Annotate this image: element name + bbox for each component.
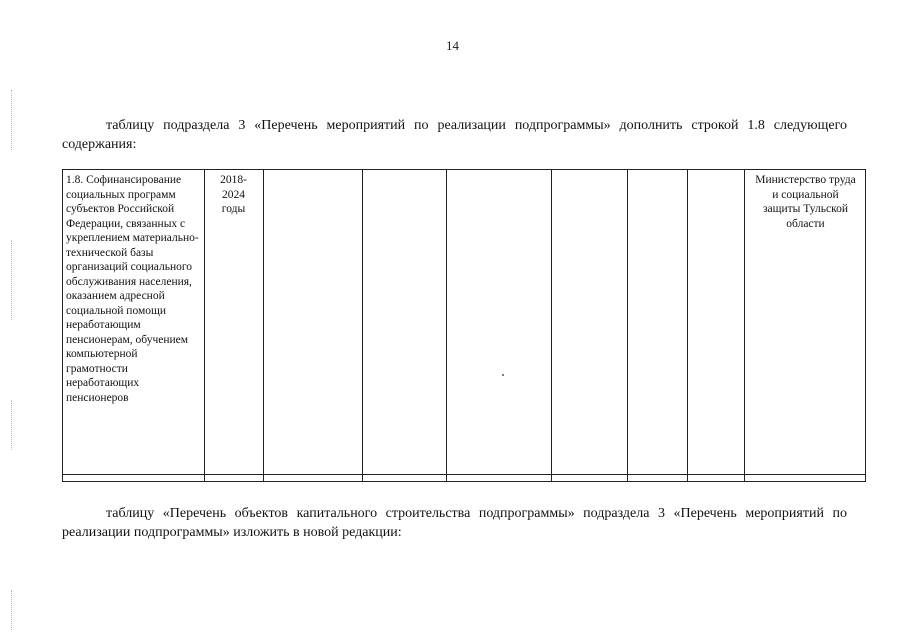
- executor-cell: Министерство труда и социальной защиты Тульской области: [755, 174, 856, 230]
- column-divider: [446, 170, 447, 481]
- column-divider: [687, 170, 688, 481]
- outro-paragraph: таблицу «Перечень объектов капитального строительства подпрограммы» подраздела 3 «Перечень мероприятий по реализации подпрограммы» изложить в новой редакции:: [62, 506, 847, 540]
- intro-paragraph: таблицу подраздела 3 «Перечень мероприятий по реализации подпрограммы» дополнить строкой 1.8 следующего содержания:: [62, 118, 847, 152]
- scan-margin-mark: [11, 590, 13, 630]
- page-number: 14: [446, 38, 459, 53]
- column-divider: [627, 170, 628, 481]
- scan-margin-mark: [11, 240, 13, 320]
- measure-name-cell: 1.8. Софинансирование социальных программ субъектов Российской Федерации, связанных с укреплением материально-технической базы организаций социального обслуживания населения, оказанием адресной социальной помощи неработающим пенсионерам, обучением компьютерной грамотности неработающих пенсионеров: [66, 174, 199, 404]
- period-cell: 2018- 2024 годы: [220, 174, 247, 215]
- column-divider: [551, 170, 552, 481]
- column-divider: [263, 170, 264, 481]
- column-divider: [204, 170, 205, 481]
- column-divider: [362, 170, 363, 481]
- measures-table-row: [62, 169, 866, 482]
- scan-speck: [502, 374, 504, 376]
- column-divider: [744, 170, 745, 481]
- table-bottom-rule: [63, 474, 865, 475]
- scan-margin-mark: [11, 400, 13, 450]
- scan-margin-mark: [11, 90, 13, 150]
